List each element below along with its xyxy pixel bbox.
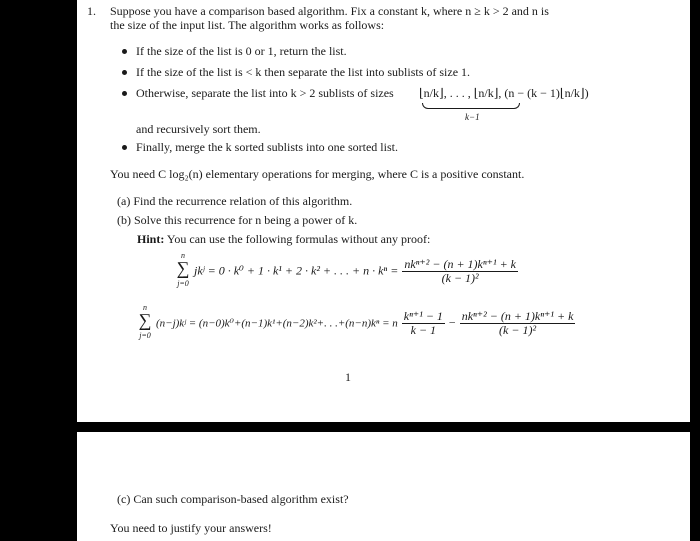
formula-1-fraction bbox=[402, 258, 518, 285]
hint-text: You can use the following formulas without any proof: bbox=[166, 232, 431, 246]
bullet-dot-1 bbox=[122, 49, 127, 54]
formula-2-minus: − bbox=[448, 315, 456, 330]
sum-1-upper: n bbox=[181, 251, 185, 261]
intro-line-1: Suppose you have a comparison based algorithm. Fix a constant k, where n ≥ k > 2 and n is bbox=[110, 4, 549, 18]
formula-1-numerator: nkⁿ⁺² − (n + 1)kⁿ⁺¹ + k bbox=[404, 257, 516, 271]
hint-label: Hint: bbox=[137, 232, 165, 246]
page-1 bbox=[77, 0, 690, 422]
bullet-text-2: If the size of the list is < k then separate the list into sublists of size 1. bbox=[136, 65, 471, 79]
intro-line-2: the size of the input list. The algorithm works as follows: bbox=[110, 18, 385, 32]
formula-2-fraction-2 bbox=[460, 310, 576, 337]
formula-2 bbox=[137, 303, 576, 341]
formula-2-frac1-numerator: kⁿ⁺¹ − 1 bbox=[403, 309, 443, 323]
formula-2-lhs: (n−j)kʲ = (n−0)k⁰+(n−1)k¹+(n−2)k²+. . .+(n−n)kⁿ = n bbox=[156, 317, 398, 330]
formula-2-frac2-numerator: nkⁿ⁺² − (n + 1)kⁿ⁺¹ + k bbox=[461, 309, 574, 323]
underbrace-label: k−1 bbox=[465, 112, 480, 122]
bullet-dot-4 bbox=[122, 145, 127, 150]
page-2 bbox=[77, 432, 690, 541]
bullet-text-3-sizes: ⌊n/k⌋, . . . , ⌊n/k⌋, (n − (k − 1)⌊n/k⌋) bbox=[419, 86, 589, 100]
hint-line bbox=[137, 232, 430, 246]
bullet-text-3-prefix: Otherwise, separate the list into k > 2 sublists of sizes bbox=[136, 86, 394, 100]
formula-1-lhs: jkʲ = 0 · k⁰ + 1 · k¹ + 2 · k² + . . . + n · kⁿ = bbox=[194, 263, 399, 278]
formula-2-frac1-denominator: k − 1 bbox=[410, 323, 437, 337]
formula-1-denominator: (k − 1)² bbox=[441, 271, 479, 285]
part-b: (b) Solve this recurrence for n being a power of k. bbox=[117, 213, 358, 227]
problem-number: 1. bbox=[87, 4, 96, 18]
page-number: 1 bbox=[345, 370, 351, 384]
formula-2-frac2-denominator: (k − 1)² bbox=[499, 323, 537, 337]
summation-symbol-2: n ∑ j=0 bbox=[137, 311, 153, 329]
part-c: (c) Can such comparison-based algorithm exist? bbox=[117, 492, 349, 506]
underbrace bbox=[422, 103, 520, 109]
justify-note: You need to justify your answers! bbox=[110, 521, 272, 535]
cost-statement: You need C log₂(n) elementary operations for merging, where C is a positive constant. bbox=[110, 167, 525, 181]
bullet-dot-2 bbox=[122, 70, 127, 75]
sum-2-upper: n bbox=[143, 303, 147, 313]
formula-1 bbox=[175, 251, 519, 289]
bullet-text-3-continued: and recursively sort them. bbox=[136, 122, 261, 136]
bullet-text-4: Finally, merge the k sorted sublists into one sorted list. bbox=[136, 140, 398, 154]
sum-2-lower: j=0 bbox=[139, 331, 151, 341]
summation-symbol-1: n ∑ j=0 bbox=[175, 259, 191, 277]
part-a: (a) Find the recurrence relation of this algorithm. bbox=[117, 194, 353, 208]
bullet-dot-3 bbox=[122, 91, 127, 96]
formula-2-fraction-1 bbox=[402, 310, 445, 337]
sum-1-lower: j=0 bbox=[177, 279, 189, 289]
bullet-text-1: If the size of the list is 0 or 1, return the list. bbox=[136, 44, 347, 58]
